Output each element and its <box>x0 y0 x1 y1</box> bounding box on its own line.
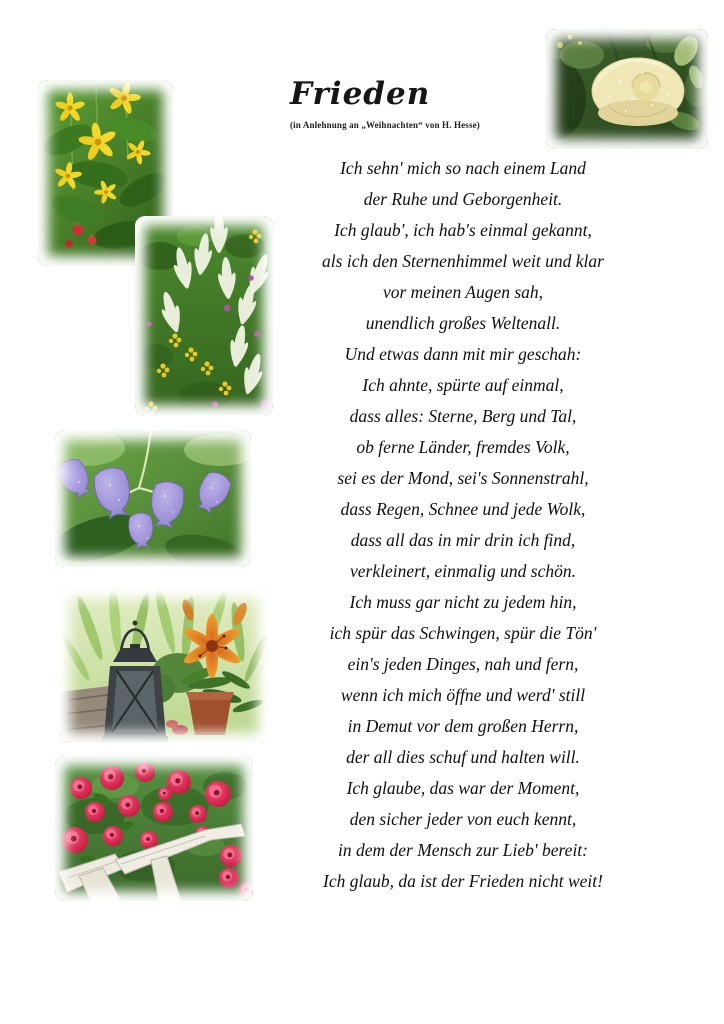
poem-text <box>288 153 638 897</box>
poem-line: ob ferne Länder, fremdes Volk, <box>356 437 570 457</box>
lantern-lily-illustration <box>60 588 268 743</box>
poem-line: vor meinen Augen sah, <box>382 282 544 302</box>
poem-line: Ich glaube, das war der Moment, <box>346 778 580 798</box>
poem-line: Ich muss gar nicht zu jedem hin, <box>349 592 577 612</box>
poem-line: dass Regen, Schnee und jede Wolk, <box>340 499 586 519</box>
poem-line: Und etwas dann mit mir geschah: <box>344 344 582 364</box>
photo-lantern-lily <box>60 588 268 743</box>
poem-line: Ich glaub, da ist der Frieden nicht weit! <box>323 871 603 891</box>
poem-line: der Ruhe und Geborgenheit. <box>363 189 563 209</box>
poem-line: in Demut vor dem großen Herrn, <box>347 716 579 736</box>
poem-line: dass alles: Sterne, Berg und Tal, <box>349 406 577 426</box>
poem-line: den sicher jeder von euch kennt, <box>349 809 577 829</box>
poem-line: als ich den Sternenhimmel weit und klar <box>322 251 604 271</box>
page-title: Frieden <box>290 76 431 112</box>
poem-line: wenn ich mich öffne und werd' still <box>340 685 586 705</box>
cream-rose-illustration <box>546 29 708 149</box>
photo-summer-meadow <box>135 216 273 415</box>
photo-purple-bellflowers <box>55 430 251 567</box>
photo-cream-rose <box>546 29 708 149</box>
poem-line: dass all das in mir drin ich find, <box>350 530 576 550</box>
poem-line: in dem der Mensch zur Lieb' bereit: <box>338 840 588 860</box>
poem-line: verkleinert, einmalig und schön. <box>350 561 576 581</box>
header <box>290 78 540 130</box>
red-roses-illustration <box>55 756 253 901</box>
poem-line: der all dies schuf und halten will. <box>346 747 580 767</box>
cream-rose-blossom <box>592 58 684 126</box>
poem-line: ein's jeden Dinges, nah und fern, <box>347 654 579 674</box>
bellflowers-illustration <box>55 430 251 567</box>
subtitle: (in Anlehnung an „Weihnachten“ von H. Hesse) <box>290 119 480 130</box>
summer-meadow-illustration <box>135 216 273 415</box>
poem-line: unendlich großes Weltenall. <box>365 313 561 333</box>
photo-red-roses <box>55 756 253 901</box>
poem-line: Ich sehn' mich so nach einem Land <box>340 158 586 178</box>
poem-line: Ich glaub', ich hab's einmal gekannt, <box>334 220 592 240</box>
poem-line: sei es der Mond, sei's Sonnenstrahl, <box>337 468 589 488</box>
poem-line: ich spür das Schwingen, spür die Tön' <box>329 623 597 643</box>
poem-line: Ich ahnte, spürte auf einmal, <box>362 375 564 395</box>
